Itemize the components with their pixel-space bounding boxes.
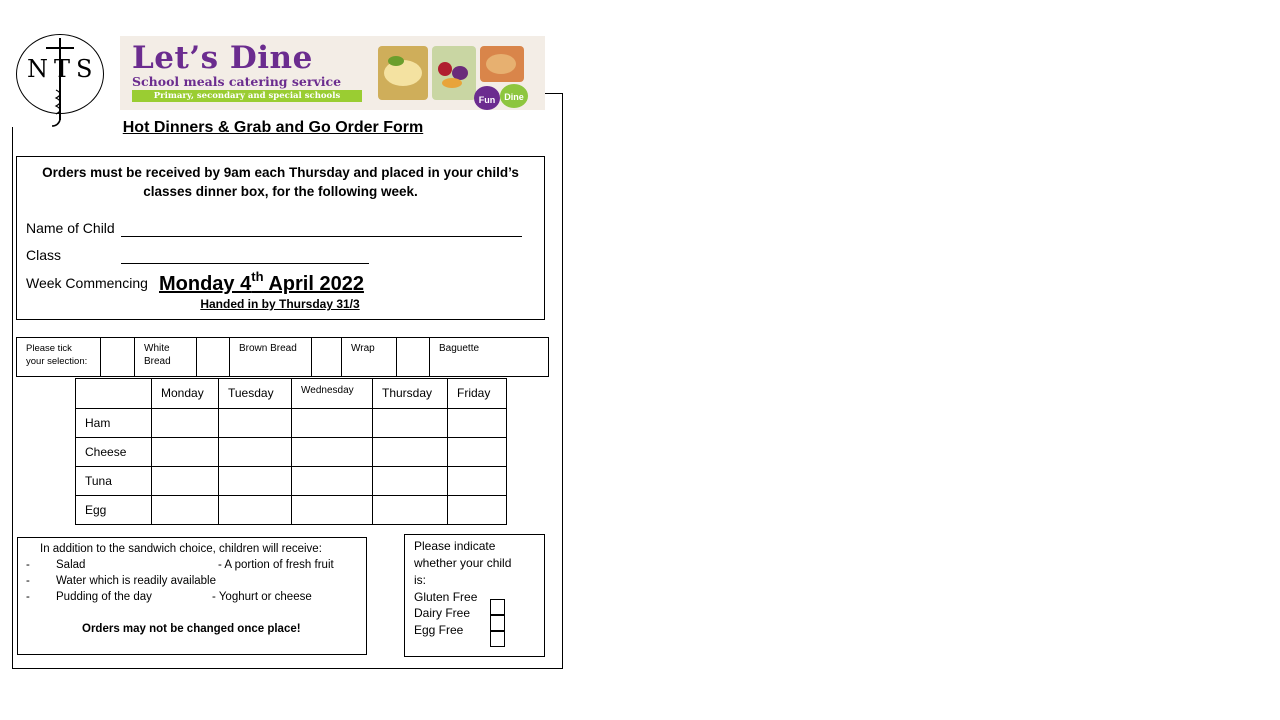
extras-intro: In addition to the sandwich choice, children will receive: (40, 543, 322, 555)
notice-line-2: classes dinner box, for the following week. (143, 184, 418, 199)
grid-filling-label: Tuna (75, 466, 152, 496)
wrap-checkbox[interactable] (311, 337, 342, 377)
diet-option-label: Gluten Free (414, 590, 478, 604)
no-changes-warning: Orders may not be changed once place! (82, 623, 301, 635)
logo-letters: NTS (27, 55, 99, 83)
grid-filling-label: Egg (75, 495, 152, 525)
baguette-checkbox[interactable] (396, 337, 430, 377)
grid-choice-cell[interactable] (218, 437, 292, 467)
grid-choice-cell[interactable] (291, 495, 373, 525)
badge-dine: Dine (500, 84, 528, 108)
grid-choice-cell[interactable] (291, 466, 373, 496)
form-title: Hot Dinners & Grab and Go Order Form (122, 119, 424, 136)
badge-fun: Fun (474, 86, 500, 110)
week-commencing-label: Week Commencing (26, 275, 148, 291)
bullet-dash: - (26, 591, 30, 603)
food-photo-3 (480, 46, 524, 82)
egg-free-checkbox[interactable] (490, 631, 505, 647)
gluten-free-checkbox[interactable] (490, 599, 505, 615)
grid-choice-cell[interactable] (447, 466, 507, 496)
bread-option-wrap: Wrap (341, 337, 397, 377)
food-photo-2 (432, 46, 476, 100)
grid-day-header: Thursday (372, 378, 448, 409)
bread-option-white: White Bread (134, 337, 197, 377)
grid-choice-cell[interactable] (151, 437, 219, 467)
grid-choice-cell[interactable] (291, 408, 373, 438)
grid-day-header: Wednesday (291, 378, 373, 409)
food-photo-1 (378, 46, 428, 100)
handed-in-deadline: Handed in by Thursday 31/3 (200, 297, 360, 311)
grid-day-header: Friday (447, 378, 507, 409)
white-bread-checkbox[interactable] (100, 337, 135, 377)
dietary-prompt: Please indicate whether your child is: (414, 539, 512, 587)
notice-line-1: Orders must be received by 9am each Thursday and placed in your child’s (42, 165, 519, 180)
grid-day-header: Monday (151, 378, 219, 409)
grid-choice-cell[interactable] (447, 495, 507, 525)
grid-choice-cell[interactable] (218, 495, 292, 525)
extra-item: - A portion of fresh fruit (218, 559, 334, 571)
bullet-dash: - (26, 575, 30, 587)
bullet-dash: - (26, 559, 30, 571)
order-notice (16, 163, 545, 201)
grid-choice-cell[interactable] (151, 495, 219, 525)
grid-choice-cell[interactable] (372, 437, 448, 467)
grid-choice-cell[interactable] (447, 408, 507, 438)
grid-choice-cell[interactable] (151, 466, 219, 496)
banner-subtitle: School meals catering service (132, 74, 342, 89)
grid-choice-cell[interactable] (447, 437, 507, 467)
grid-choice-cell[interactable] (372, 408, 448, 438)
diet-option-label: Dairy Free (414, 606, 471, 620)
grid-choice-cell[interactable] (372, 495, 448, 525)
dairy-free-checkbox[interactable] (490, 615, 505, 631)
grid-choice-cell[interactable] (372, 466, 448, 496)
lets-dine-banner (120, 36, 545, 110)
name-of-child-field[interactable] (121, 236, 522, 237)
bread-option-baguette: Baguette (429, 337, 549, 377)
grid-day-header: Tuesday (218, 378, 292, 409)
bread-option-brown: Brown Bread (229, 337, 312, 377)
grid-choice-cell[interactable] (291, 437, 373, 467)
name-of-child-label: Name of Child (26, 220, 115, 236)
diet-option-label: Egg Free (414, 623, 464, 637)
extra-item: - Yoghurt or cheese (212, 591, 312, 603)
grid-filling-label: Ham (75, 408, 152, 438)
banner-strip: Primary, secondary and special schools (132, 90, 362, 102)
grid-choice-cell[interactable] (218, 466, 292, 496)
class-label: Class (26, 247, 62, 263)
bread-prompt: Please tick your selection: (16, 337, 101, 377)
extra-item: Salad (56, 559, 86, 571)
grid-filling-label: Cheese (75, 437, 152, 467)
grid-choice-cell[interactable] (218, 408, 292, 438)
grid-choice-cell[interactable] (151, 408, 219, 438)
banner-title: Let’s Dine (132, 40, 313, 76)
extra-item: Water which is readily available (56, 575, 217, 587)
grid-corner (75, 378, 152, 409)
week-commencing-value: Monday 4th April 2022 (159, 269, 364, 295)
extra-item: Pudding of the day (56, 591, 152, 603)
brown-bread-checkbox[interactable] (196, 337, 230, 377)
class-field[interactable] (121, 263, 369, 264)
